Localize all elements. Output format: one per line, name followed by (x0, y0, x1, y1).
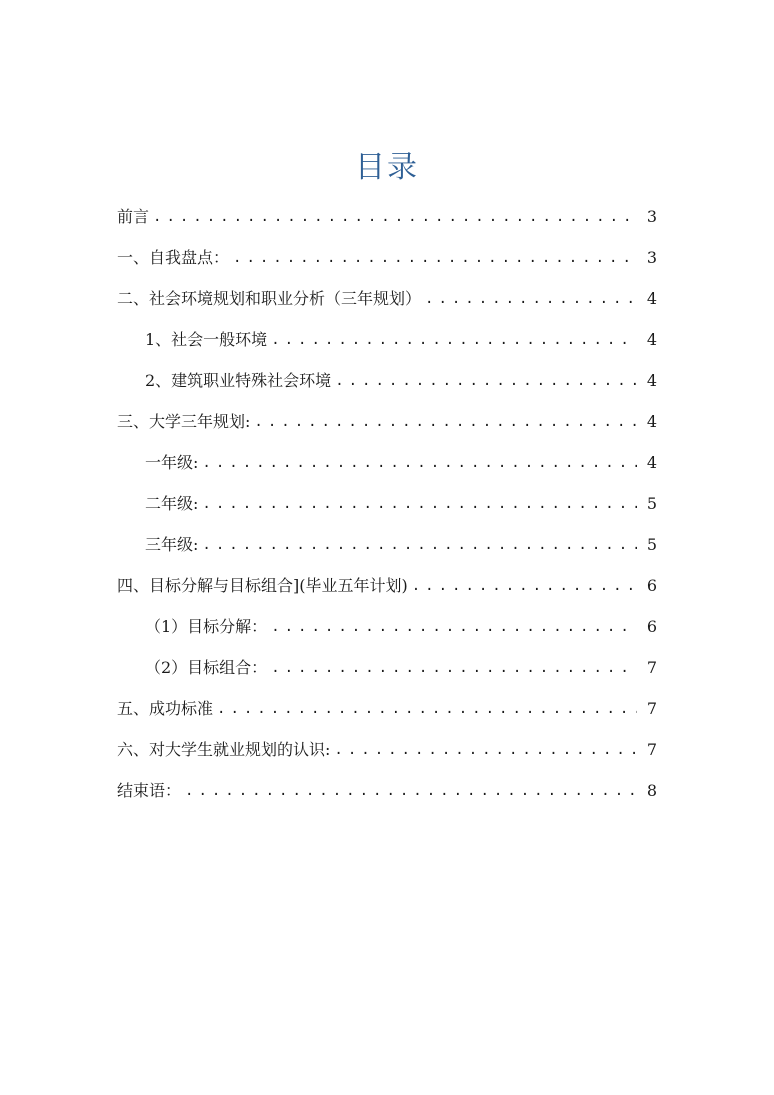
toc-entry-page-number: 4 (646, 288, 657, 308)
dot-leader (271, 658, 637, 678)
toc-entry-label: 前言 (117, 206, 150, 226)
toc-entry-page-number: 6 (646, 616, 657, 636)
toc-entry[interactable] (0, 688, 774, 729)
toc-entry-page-number: 8 (646, 780, 657, 800)
toc-entry-label: （1）目标分解： (145, 616, 268, 636)
dot-leader (185, 781, 637, 801)
toc-entry[interactable] (0, 483, 774, 524)
toc-entry-label: 结束语： (117, 780, 182, 800)
dot-leader (202, 453, 637, 473)
dot-leader (202, 494, 637, 514)
toc-entry[interactable] (0, 196, 774, 237)
dot-leader (271, 617, 637, 637)
toc-entry-page-number: 4 (646, 370, 657, 390)
toc-entry[interactable] (0, 606, 774, 647)
toc-entry-label: 二年级: (145, 493, 199, 513)
toc-entry[interactable] (0, 524, 774, 565)
toc-entry[interactable] (0, 319, 774, 360)
toc-entry-label: 五、成功标准 (117, 698, 214, 718)
toc-entry-page-number: 7 (646, 698, 657, 718)
toc-entry[interactable] (0, 237, 774, 278)
dot-leader (425, 289, 637, 309)
toc-entry-page-number: 7 (646, 739, 657, 759)
toc-entry-page-number: 4 (646, 329, 657, 349)
dot-leader (254, 412, 637, 432)
toc-entry-page-number: 3 (646, 206, 657, 226)
toc-entry-label: 1、社会一般环境 (145, 329, 268, 349)
toc-entry-label: 三、大学三年规划: (117, 411, 251, 431)
toc-entry-label: 三年级: (145, 534, 199, 554)
toc-entry-label: 四、目标分解与目标组合](毕业五年计划) (117, 575, 408, 595)
toc-entry[interactable] (0, 278, 774, 319)
toc-entry[interactable] (0, 729, 774, 770)
toc-entry[interactable] (0, 401, 774, 442)
toc-entry-label: （2）目标组合： (145, 657, 268, 677)
dot-leader (334, 740, 637, 760)
toc-entry-page-number: 5 (646, 534, 657, 554)
toc-entry-page-number: 7 (646, 657, 657, 677)
toc-entry-page-number: 4 (646, 411, 657, 431)
dot-leader (202, 535, 637, 555)
toc-entry-page-number: 4 (646, 452, 657, 472)
toc-entry-label: 2、建筑职业特殊社会环境 (145, 370, 332, 390)
toc-entry-page-number: 5 (646, 493, 657, 513)
toc-entry-page-number: 6 (646, 575, 657, 595)
toc-entry[interactable] (0, 647, 774, 688)
toc-entry-label: 一、自我盘点： (117, 247, 230, 267)
toc-list (0, 196, 774, 811)
toc-title: 目录 (355, 150, 419, 185)
toc-entry[interactable] (0, 770, 774, 811)
dot-leader (217, 699, 637, 719)
toc-entry-label: 六、对大学生就业规划的认识: (117, 739, 331, 759)
toc-entry[interactable] (0, 442, 774, 483)
dot-leader (153, 207, 637, 227)
toc-entry-label: 二、社会环境规划和职业分析（三年规划） (117, 288, 422, 308)
toc-entry-label: 一年级: (145, 452, 199, 472)
toc-entry[interactable] (0, 360, 774, 401)
dot-leader (233, 248, 637, 268)
toc-entry[interactable] (0, 565, 774, 606)
toc-entry-page-number: 3 (646, 247, 657, 267)
dot-leader (335, 371, 637, 391)
dot-leader (412, 576, 637, 596)
dot-leader (271, 330, 637, 350)
